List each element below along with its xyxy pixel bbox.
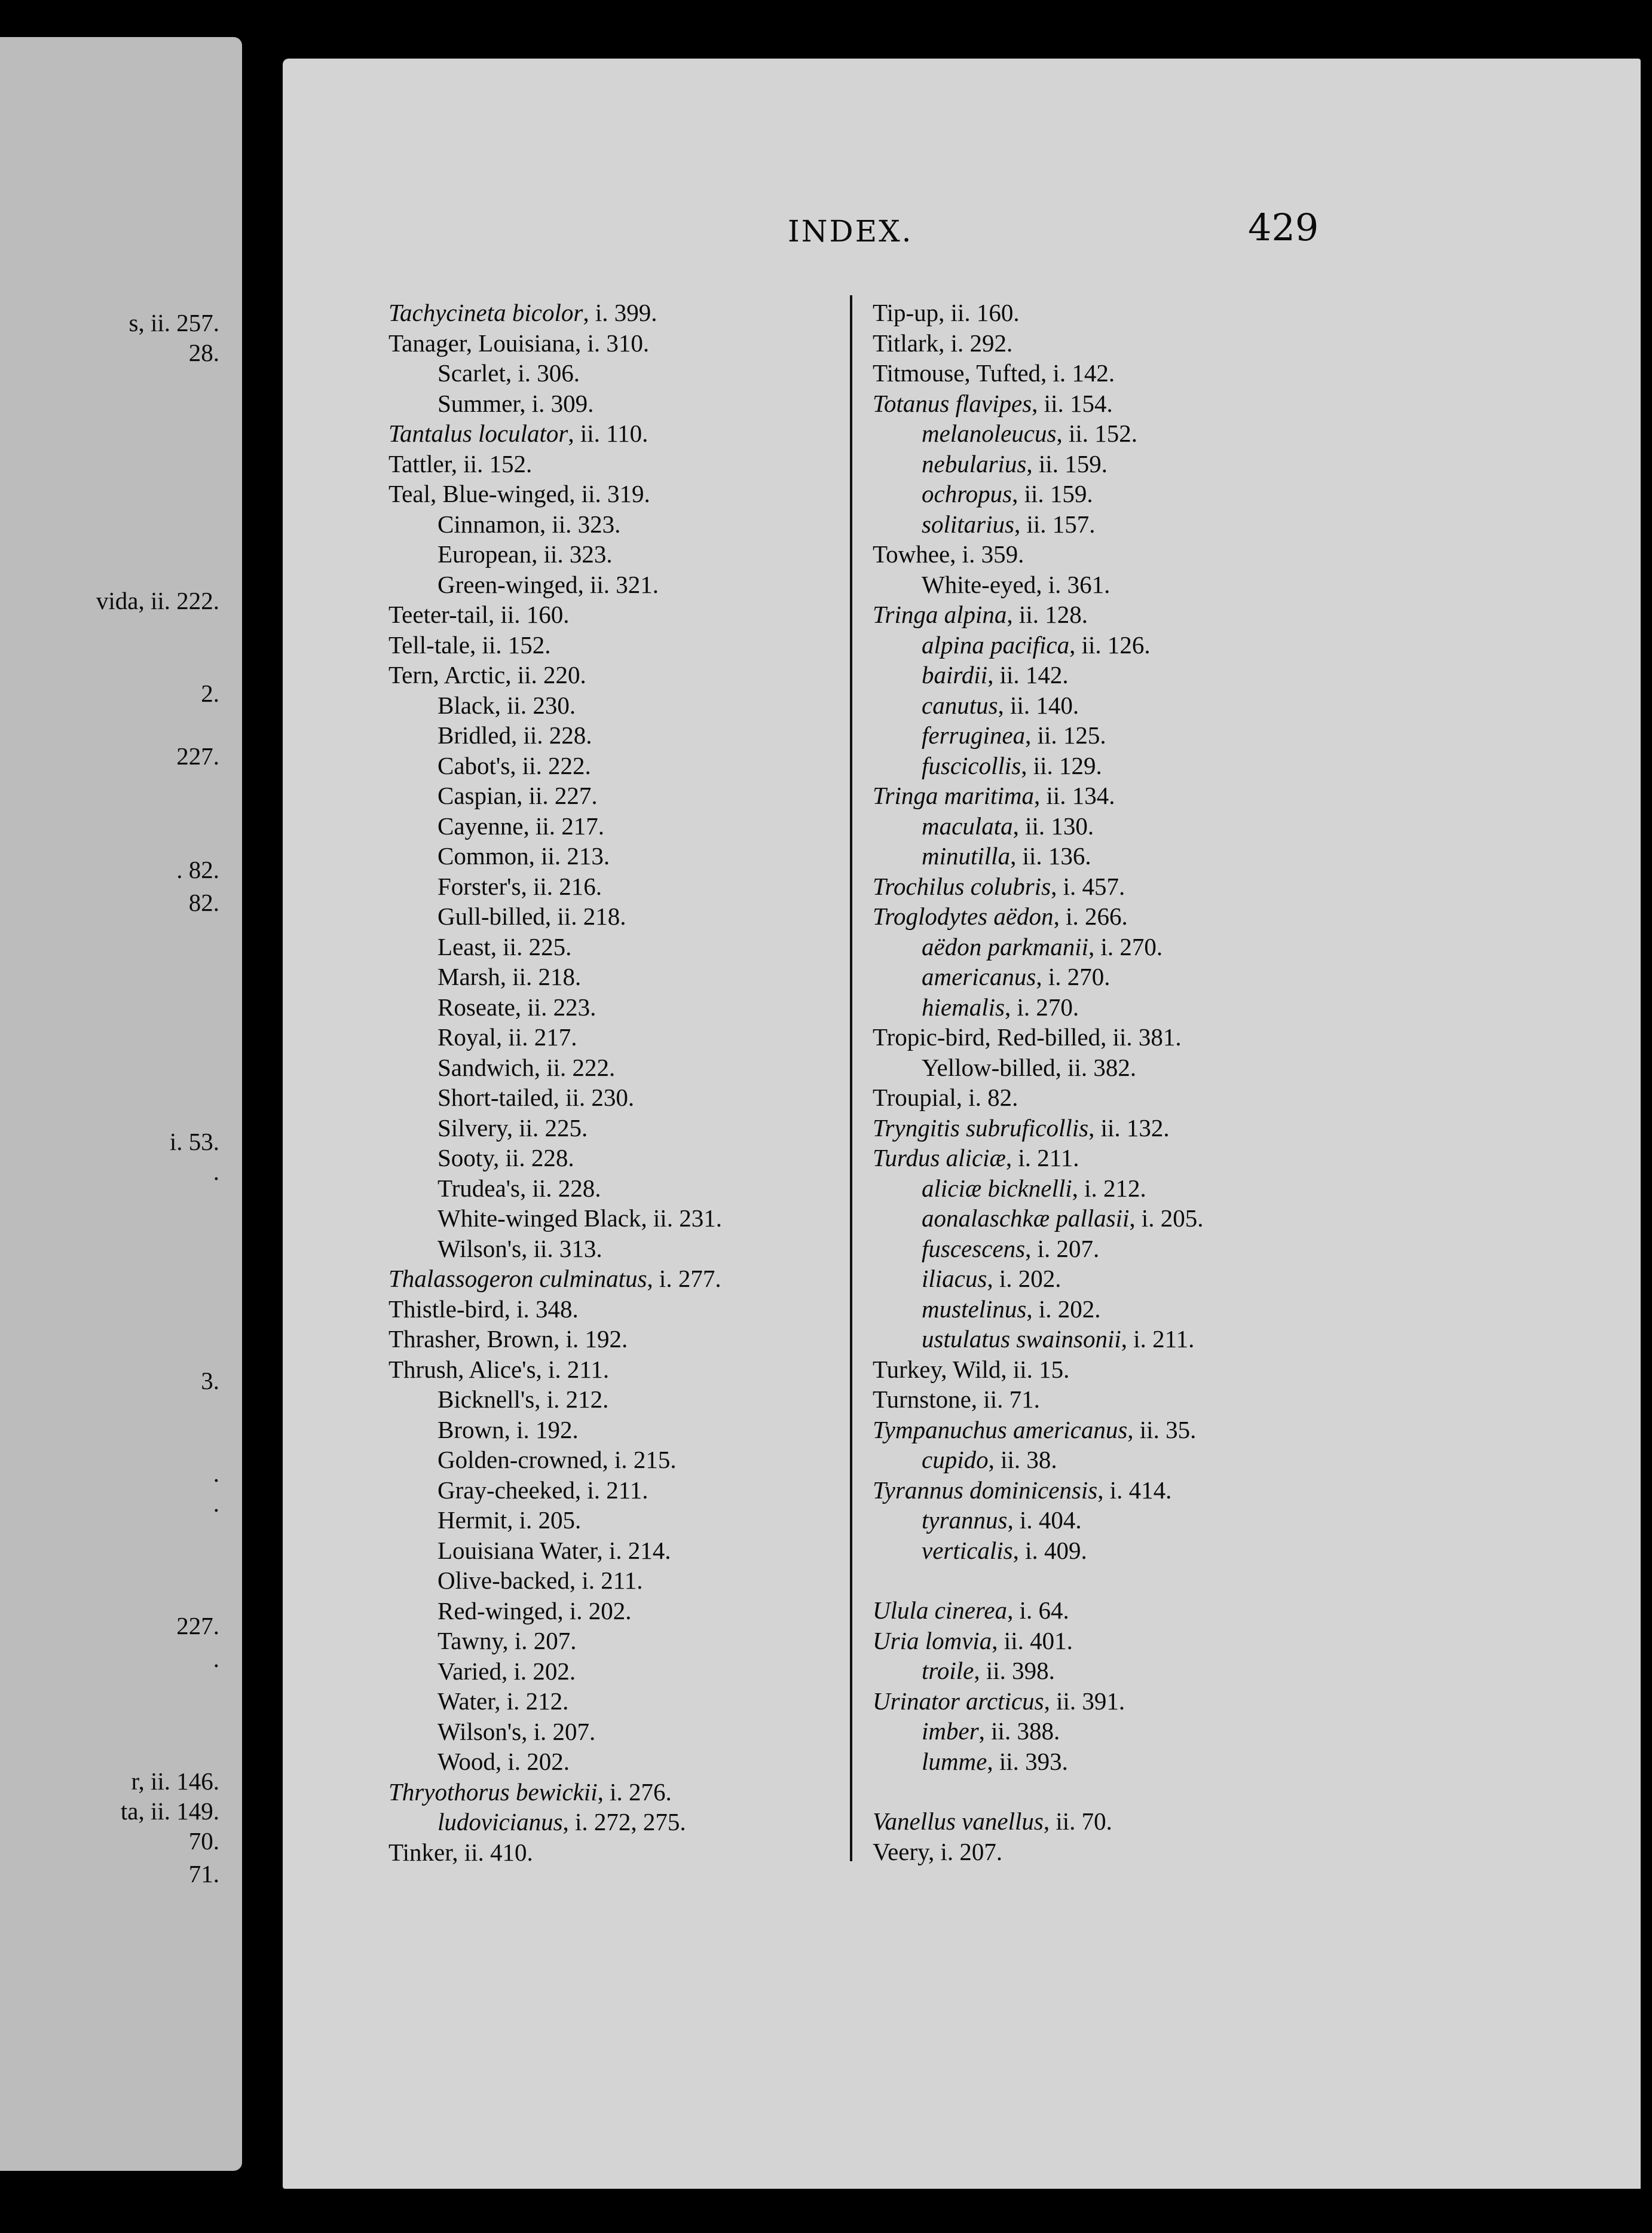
column-rule (850, 295, 852, 1861)
index-entry (388, 660, 722, 690)
index-entry-term: Thryothorus bewickii (388, 1778, 598, 1806)
index-entry-locator: , i. 207. (1025, 1234, 1100, 1262)
index-entry (388, 720, 722, 751)
index-entry (388, 1264, 722, 1294)
index-entry-term: Thalassogeron culminatus (388, 1265, 647, 1292)
index-entry-term: cupido (922, 1446, 989, 1473)
index-entry (873, 328, 1204, 359)
index-entry (873, 1173, 1204, 1204)
index-entry (388, 539, 722, 570)
index-entry-term: Tachycineta bicolor (388, 299, 583, 326)
index-entry-term: lumme (922, 1747, 987, 1775)
index-entry-locator: , ii. 38. (988, 1446, 1057, 1473)
index-entry-term: americanus (922, 963, 1036, 990)
index-entry-term: Tantalus loculator (388, 420, 568, 447)
index-entry (388, 992, 722, 1023)
index-entry-term: troile (922, 1657, 974, 1684)
index-entry-locator: , i. 202. (1026, 1295, 1101, 1323)
index-entry-term: Veery, i. 207. (873, 1837, 1003, 1865)
left-page-text-fragment: . (213, 1489, 219, 1517)
index-entry-term: Teal, Blue-winged, ii. 319. (388, 480, 650, 507)
index-entry-term: iliacus (922, 1265, 987, 1292)
index-entry (873, 1113, 1204, 1143)
index-entry-term: Wilson's, ii. 313. (438, 1234, 602, 1262)
index-entry (388, 509, 722, 540)
index-entry (388, 630, 722, 660)
index-entry-term: Troupial, i. 82. (873, 1084, 1018, 1111)
index-entry-term: Tattler, ii. 152. (388, 449, 533, 478)
index-entry-term: Turdus aliciæ (873, 1144, 1006, 1171)
index-entry-locator: , i. 276. (597, 1778, 672, 1806)
index-entry (388, 1384, 722, 1415)
index-entry-term: canutus (922, 691, 998, 719)
index-entry (873, 1294, 1204, 1324)
index-entry-term: Totanus flavipes (873, 389, 1032, 417)
index-entry-locator: , i. 205. (1129, 1204, 1204, 1232)
index-entry (388, 781, 722, 811)
index-entry (873, 841, 1204, 871)
index-entry (873, 1022, 1204, 1053)
index-entry (873, 992, 1204, 1023)
index-entry (873, 690, 1204, 721)
index-entry-term: Bicknell's, i. 212. (438, 1385, 609, 1413)
index-entry-term: Silvery, ii. 225. (438, 1114, 588, 1142)
index-entry-locator: , ii. 126. (1069, 631, 1151, 659)
index-entry (873, 389, 1204, 419)
index-entry (873, 932, 1204, 962)
index-entry (388, 570, 722, 600)
index-entry (873, 1626, 1204, 1656)
index-entry (388, 1837, 722, 1868)
index-entry-term: Tinker, ii. 410. (388, 1838, 533, 1866)
index-entry (388, 1777, 722, 1807)
index-entry-locator: , ii. 152. (1056, 420, 1137, 447)
left-page-text-fragment: ta, ii. 149. (120, 1797, 219, 1825)
index-entry-term: ochropus (922, 480, 1012, 507)
index-entry (873, 781, 1204, 811)
index-entry-locator: , ii. 140. (998, 691, 1079, 719)
left-page-text-fragment: r, ii. 146. (131, 1767, 219, 1795)
index-entry-term: Cabot's, ii. 222. (438, 751, 591, 779)
index-entry-locator: , i. 211. (1121, 1325, 1195, 1353)
index-entry-term: Cinnamon, ii. 323. (438, 510, 621, 538)
index-entry-term: Titmouse, Tufted, i. 142. (873, 359, 1115, 387)
index-entry-term: Tawny, i. 207. (438, 1627, 577, 1654)
index-entry (388, 1475, 722, 1506)
index-entry-term: Towhee, i. 359. (873, 540, 1024, 568)
index-entry-term: ludovicianus (438, 1808, 563, 1836)
index-entry-term: Roseate, ii. 223. (438, 993, 596, 1021)
index-entry-locator: , i. 272, 275. (562, 1808, 686, 1836)
index-entry (873, 1475, 1204, 1506)
index-entry-term: verticalis (922, 1536, 1013, 1564)
index-entry-term: Tryngitis subruficollis (873, 1114, 1089, 1142)
index-entry-term: Teeter-tail, ii. 160. (388, 601, 570, 628)
index-entry (388, 1324, 722, 1354)
index-entry (873, 1234, 1204, 1264)
index-entry (388, 901, 722, 932)
index-entry (873, 1837, 1204, 1867)
book-gutter (242, 0, 283, 2233)
index-entry (388, 449, 722, 479)
index-entry-term: aliciæ bicknelli (922, 1174, 1072, 1202)
left-page-text-fragment: 82. (188, 889, 219, 916)
index-entry-locator: , ii. 130. (1012, 812, 1094, 840)
index-entry (873, 1203, 1204, 1234)
index-entry-term: Tell-tale, ii. 152. (388, 631, 551, 659)
index-entry-term: Sandwich, ii. 222. (438, 1053, 616, 1081)
index-entry-term: Troglodytes aëdon (873, 903, 1054, 930)
index-entry (873, 751, 1204, 781)
index-entry-term: Bridled, ii. 228. (438, 721, 592, 749)
index-entry (873, 660, 1204, 690)
index-entry-locator: , ii. 159. (1026, 449, 1108, 478)
index-entry-term: Thistle-bird, i. 348. (388, 1295, 579, 1323)
index-entry (388, 1113, 722, 1143)
index-entry (873, 1806, 1204, 1837)
left-page-text-fragment: 3. (201, 1367, 219, 1394)
index-entry-term: Olive-backed, i. 211. (438, 1567, 643, 1594)
left-page-text-fragment: . (213, 1158, 219, 1185)
index-entry-locator: , i. 202. (987, 1265, 1061, 1292)
index-entry-term: Least, ii. 225. (438, 932, 572, 961)
index-entry (873, 358, 1204, 389)
index-entry (388, 932, 722, 962)
index-entry (873, 298, 1204, 328)
index-entry-locator: , i. 64. (1007, 1596, 1069, 1624)
index-entry (388, 1626, 722, 1656)
index-entry-locator: , ii. 125. (1025, 721, 1106, 749)
index-entry (388, 1203, 722, 1234)
index-entry (388, 1717, 722, 1747)
index-entry (873, 539, 1204, 570)
index-entry-term: Red-winged, i. 202. (438, 1596, 632, 1625)
index-entry (388, 1022, 722, 1053)
index-entry (388, 358, 722, 389)
index-entry-term: Common, ii. 213. (438, 842, 610, 870)
index-entry (873, 1264, 1204, 1294)
index-entry-term: alpina pacifica (922, 631, 1070, 659)
index-entry (873, 901, 1204, 932)
index-entry-locator: , i. 399. (583, 299, 657, 326)
index-entry-term: fuscescens (922, 1234, 1026, 1262)
left-page-text-fragment: 28. (188, 339, 219, 366)
index-entry (873, 418, 1204, 449)
index-entry-term: Caspian, ii. 227. (438, 782, 598, 809)
index-entry (388, 328, 722, 359)
index-entry (388, 1354, 722, 1385)
index-entry-locator: , ii. 393. (987, 1747, 1068, 1775)
index-entry (873, 1415, 1204, 1445)
index-entry (388, 690, 722, 721)
index-entry-term: mustelinus (922, 1295, 1027, 1323)
index-entry (873, 871, 1204, 902)
index-entry (873, 720, 1204, 751)
index-entry-locator: , ii. 134. (1033, 782, 1115, 809)
index-entry-term: nebularius (922, 449, 1027, 478)
index-entry-term: Thrasher, Brown, i. 192. (388, 1325, 628, 1353)
index-entry (388, 1053, 722, 1083)
index-entry (388, 1415, 722, 1445)
index-entry-term: Sooty, ii. 228. (438, 1144, 574, 1171)
index-entry-locator: , ii. 129. (1021, 751, 1102, 779)
index-entry-term: Ulula cinerea (873, 1596, 1008, 1624)
index-entry (873, 449, 1204, 479)
index-entry (388, 751, 722, 781)
index-entry-locator: , i. 277. (647, 1265, 721, 1292)
index-entry (873, 811, 1204, 842)
index-entry-term: Cayenne, ii. 217. (438, 812, 604, 840)
index-entry (388, 871, 722, 902)
index-entry-term: fuscicollis (922, 751, 1021, 779)
index-entry (873, 1686, 1204, 1717)
index-entry (388, 1656, 722, 1687)
index-entry-term: Turkey, Wild, ii. 15. (873, 1355, 1070, 1383)
index-entry-term: bairdii (922, 661, 988, 689)
index-entry-locator: , ii. 142. (987, 661, 1069, 689)
index-entry (873, 1082, 1204, 1113)
index-entry-term: solitarius (922, 510, 1014, 538)
index-entry (873, 570, 1204, 600)
index-entry (873, 1324, 1204, 1354)
running-head: INDEX. (788, 214, 913, 249)
index-column-left (388, 298, 722, 1867)
index-entry-locator: , ii. 132. (1088, 1114, 1170, 1142)
index-entry-locator: , ii. 128. (1007, 601, 1088, 628)
index-entry (873, 1656, 1204, 1686)
index-entry (873, 1505, 1204, 1535)
index-entry (388, 1505, 722, 1535)
index-entry-term: Marsh, ii. 218. (438, 963, 582, 990)
index-entry-locator: , i. 270. (1004, 993, 1079, 1021)
index-entry-locator: , ii. 401. (992, 1626, 1073, 1654)
index-entry-term: melanoleucus (922, 420, 1057, 447)
index-entry (388, 599, 722, 630)
index-entry (388, 841, 722, 871)
index-entry-term: Tip-up, ii. 160. (873, 299, 1020, 326)
index-entry-term: ferruginea (922, 721, 1026, 749)
index-entry (873, 1535, 1204, 1566)
index-entry (388, 1596, 722, 1626)
index-entry-term: Green-winged, ii. 321. (438, 570, 659, 598)
left-page-text-fragment: . (213, 1460, 219, 1487)
index-entry (873, 599, 1204, 630)
index-entry (873, 962, 1204, 992)
index-column-right (873, 298, 1204, 1867)
index-entry (388, 418, 722, 449)
page-number: 429 (1248, 206, 1319, 249)
index-entry-term: Gull-billed, ii. 218. (438, 903, 626, 930)
index-entry-term: Louisiana Water, i. 214. (438, 1536, 671, 1564)
index-entry-term: European, ii. 323. (438, 540, 613, 568)
index-entry-term: Trochilus colubris (873, 872, 1051, 900)
index-entry-term: Wood, i. 202. (438, 1748, 570, 1775)
index-entry-term: Tringa maritima (873, 782, 1034, 809)
index-entry-locator: , ii. 391. (1044, 1687, 1125, 1715)
index-entry-term: Brown, i. 192. (438, 1415, 579, 1443)
index-entry-term: Royal, ii. 217. (438, 1023, 577, 1051)
index-entry-term: Tern, Arctic, ii. 220. (388, 661, 586, 689)
left-page-text-fragment: . (213, 1645, 219, 1672)
index-entry (388, 811, 722, 842)
index-entry-locator: , i. 270. (1088, 932, 1163, 961)
index-entry (388, 1082, 722, 1113)
index-entry-locator: , ii. 35. (1127, 1415, 1197, 1443)
index-entry (388, 962, 722, 992)
index-entry (388, 1445, 722, 1475)
index-entry-term: Short-tailed, ii. 230. (438, 1084, 635, 1111)
index-entry-locator: , i. 211. (1005, 1144, 1079, 1171)
index-entry (873, 1595, 1204, 1626)
left-page-text-fragment: 227. (176, 742, 219, 770)
index-entry (873, 630, 1204, 660)
left-page-text-fragment: s, ii. 257. (129, 309, 219, 337)
index-entry (388, 1535, 722, 1566)
index-entry-term: Titlark, i. 292. (873, 329, 1013, 357)
index-entry (388, 1746, 722, 1777)
left-page-text-fragment: . 82. (176, 856, 219, 883)
index-entry (873, 1053, 1204, 1083)
index-entry-locator: , ii. 154. (1032, 389, 1113, 417)
index-entry (388, 479, 722, 509)
index-entry-term: Water, i. 212. (438, 1687, 569, 1715)
index-entry-locator: , i. 270. (1036, 963, 1110, 990)
index-entry (873, 1384, 1204, 1415)
left-page-text-fragment: 2. (201, 680, 219, 707)
index-entry-locator: , i. 414. (1097, 1476, 1172, 1504)
index-entry (388, 1234, 722, 1264)
left-page-text-fragment: vida, ii. 222. (96, 587, 219, 614)
index-entry-term: Black, ii. 230. (438, 691, 576, 719)
index-entry-term: Thrush, Alice's, i. 211. (388, 1355, 610, 1383)
index-entry (388, 1173, 722, 1204)
index-entry-term: Urinator arcticus (873, 1687, 1044, 1715)
index-entry-locator: , ii. 159. (1012, 480, 1093, 507)
index-entry-term: Wilson's, i. 207. (438, 1717, 596, 1745)
index-entry (388, 1294, 722, 1324)
index-entry-term: Scarlet, i. 306. (438, 359, 580, 387)
index-entry-locator: , i. 457. (1051, 872, 1125, 900)
index-entry-term: Turnstone, ii. 71. (873, 1385, 1040, 1413)
index-entry-term: Tympanuchus americanus (873, 1415, 1128, 1443)
index-entry-locator: , ii. 157. (1014, 510, 1096, 538)
index-entry-locator: , ii. 110. (568, 420, 648, 447)
index-entry-locator: , ii. 70. (1043, 1807, 1112, 1835)
index-entry-term: tyrannus (922, 1506, 1008, 1534)
index-entry (388, 298, 722, 328)
index-entry-term: imber (922, 1717, 979, 1745)
index-entry (873, 1143, 1204, 1173)
index-entry-locator: , ii. 398. (974, 1657, 1055, 1684)
left-page-text-fragment: 71. (188, 1860, 219, 1888)
index-entry-term: ustulatus swainsonii (922, 1325, 1121, 1353)
index-entry-term: aonalaschkæ pallasii (922, 1204, 1130, 1232)
index-entry (873, 1445, 1204, 1475)
index-entry-term: Summer, i. 309. (438, 389, 594, 417)
index-entry-term: maculata (922, 812, 1013, 840)
left-facing-page (0, 37, 242, 2171)
index-entry-term: Tyrannus dominicensis (873, 1476, 1098, 1504)
index-entry-term: Varied, i. 202. (438, 1657, 576, 1685)
index-entry (873, 479, 1204, 509)
index-entry-term: Vanellus vanellus (873, 1807, 1044, 1835)
index-entry-term: Tanager, Louisiana, i. 310. (388, 329, 650, 357)
index-entry (873, 509, 1204, 540)
index-entry-term: Uria lomvia (873, 1626, 992, 1654)
index-entry-locator: , i. 404. (1007, 1506, 1082, 1534)
index-entry-term: White-winged Black, ii. 231. (438, 1204, 722, 1232)
index-entry-term: hiemalis (922, 993, 1005, 1021)
index-entry (388, 1565, 722, 1596)
left-page-text-fragment: 227. (176, 1612, 219, 1639)
index-entry-locator: , i. 212. (1072, 1174, 1146, 1202)
index-entry (388, 1807, 722, 1837)
index-entry-locator: , ii. 388. (978, 1717, 1060, 1745)
index-entry-term: Tringa alpina (873, 601, 1007, 628)
index-entry-locator: , ii. 136. (1010, 842, 1091, 870)
index-entry (388, 1143, 722, 1173)
index-entry (388, 389, 722, 419)
left-page-text-fragment: i. 53. (169, 1128, 219, 1155)
index-entry-term: White-eyed, i. 361. (922, 570, 1110, 598)
index-entry-term: Golden-crowned, i. 215. (438, 1446, 677, 1473)
index-entry-term: Yellow-billed, ii. 382. (922, 1053, 1137, 1081)
left-page-text-fragment: 70. (188, 1827, 219, 1855)
index-entry-term: Forster's, ii. 216. (438, 872, 602, 900)
index-entry-term: Gray-cheeked, i. 211. (438, 1476, 648, 1504)
index-entry-locator: , i. 266. (1053, 903, 1128, 930)
index-entry (873, 1716, 1204, 1746)
index-entry-term: Hermit, i. 205. (438, 1506, 582, 1534)
index-entry-locator: , i. 409. (1012, 1536, 1087, 1564)
index-entry (873, 1354, 1204, 1385)
index-entry-term: Trudea's, ii. 228. (438, 1174, 601, 1202)
index-entry-term: aëdon parkmanii (922, 932, 1088, 961)
index-entry-term: Tropic-bird, Red-billed, ii. 381. (873, 1023, 1182, 1051)
index-entry (873, 1746, 1204, 1777)
index-entry-term: minutilla (922, 842, 1011, 870)
index-entry (388, 1686, 722, 1717)
